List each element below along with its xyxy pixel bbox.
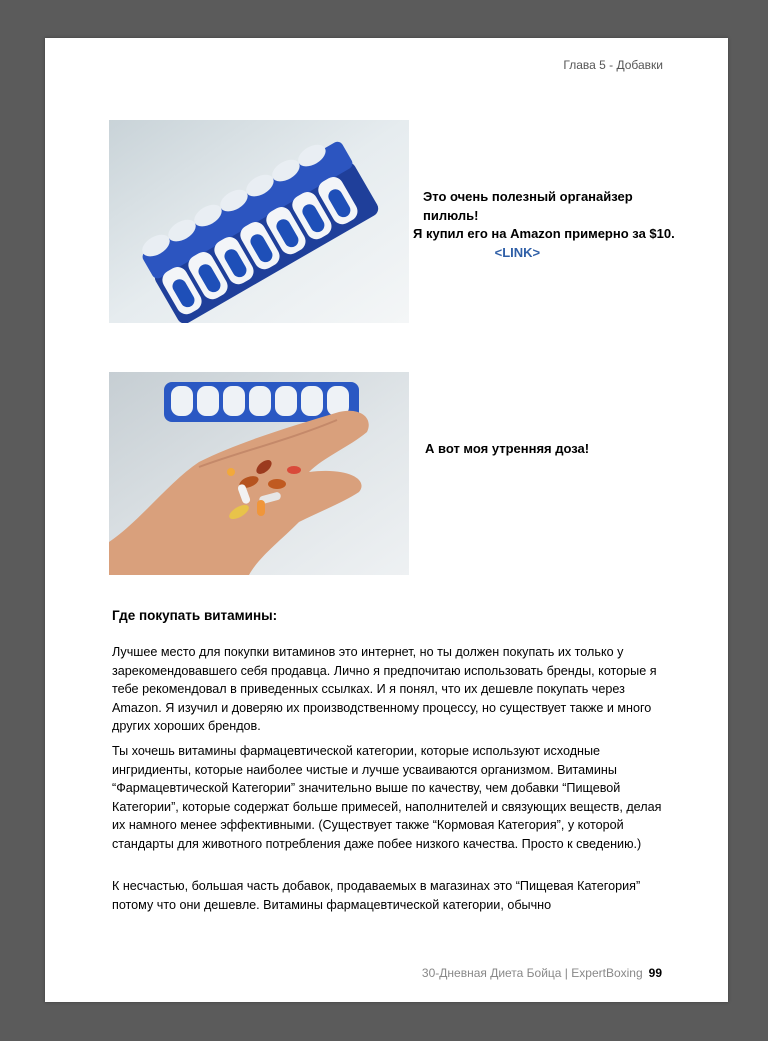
amazon-link[interactable]: <LINK> bbox=[494, 244, 541, 260]
paragraph: К несчастью, большая часть добавок, продаваемых в магазинах это “Пищевая Категория” потому что они дешевле. Витамины фармацевтической категории, обычно bbox=[112, 879, 641, 912]
section-title: Где покупать витамины: bbox=[112, 608, 278, 623]
organizer-caption-line1: Это очень полезный органайзер пилюль! bbox=[423, 189, 633, 223]
organizer-caption bbox=[409, 188, 679, 262]
morning-dose-photo bbox=[109, 372, 409, 575]
page-number: 99 bbox=[648, 966, 662, 980]
page-footer bbox=[422, 966, 662, 980]
chapter-header: Глава 5 - Добавки bbox=[563, 58, 663, 72]
paragraph: Лучшее место для покупки витаминов это интернет, но ты должен покупать их только у зарекомендовавшего себя продавца. Лично я предпочитаю использовать бренды, которые я тебе рекомендовал в приведенных ссылках. И я понял, что их дешевле покупать через Amazon. Я изучил и доверяю их производственному процессу, но существует также и много других хороших брендов. bbox=[112, 645, 657, 733]
document-page bbox=[45, 38, 728, 1002]
morning-dose-caption: А вот моя утренняя доза! bbox=[425, 441, 590, 456]
pill-organizer-photo bbox=[109, 120, 409, 323]
footer-text: 30-Дневная Диета Бойца | ExpertBoxing bbox=[421, 966, 643, 980]
paragraph: Ты хочешь витамины фармацевтической категории, которые используют исходные ингридиенты, которые наиболее чистые и лучше усваиваются организмом. Витамины “Фармацевтической Категории” значительно выше по качеству, чем добавки “Пищевой Категории”, которые содержат больше примесей, наполнителей и связующих веществ, делая их намного менее эффективными. (Существует также “Кормовая Категория”, у которой стандарты для животного потребления даже побее низкого качества. Просто к сведению.) bbox=[112, 744, 662, 851]
organizer-caption-line2: Я купил его на Amazon примерно за $10. bbox=[413, 226, 675, 241]
